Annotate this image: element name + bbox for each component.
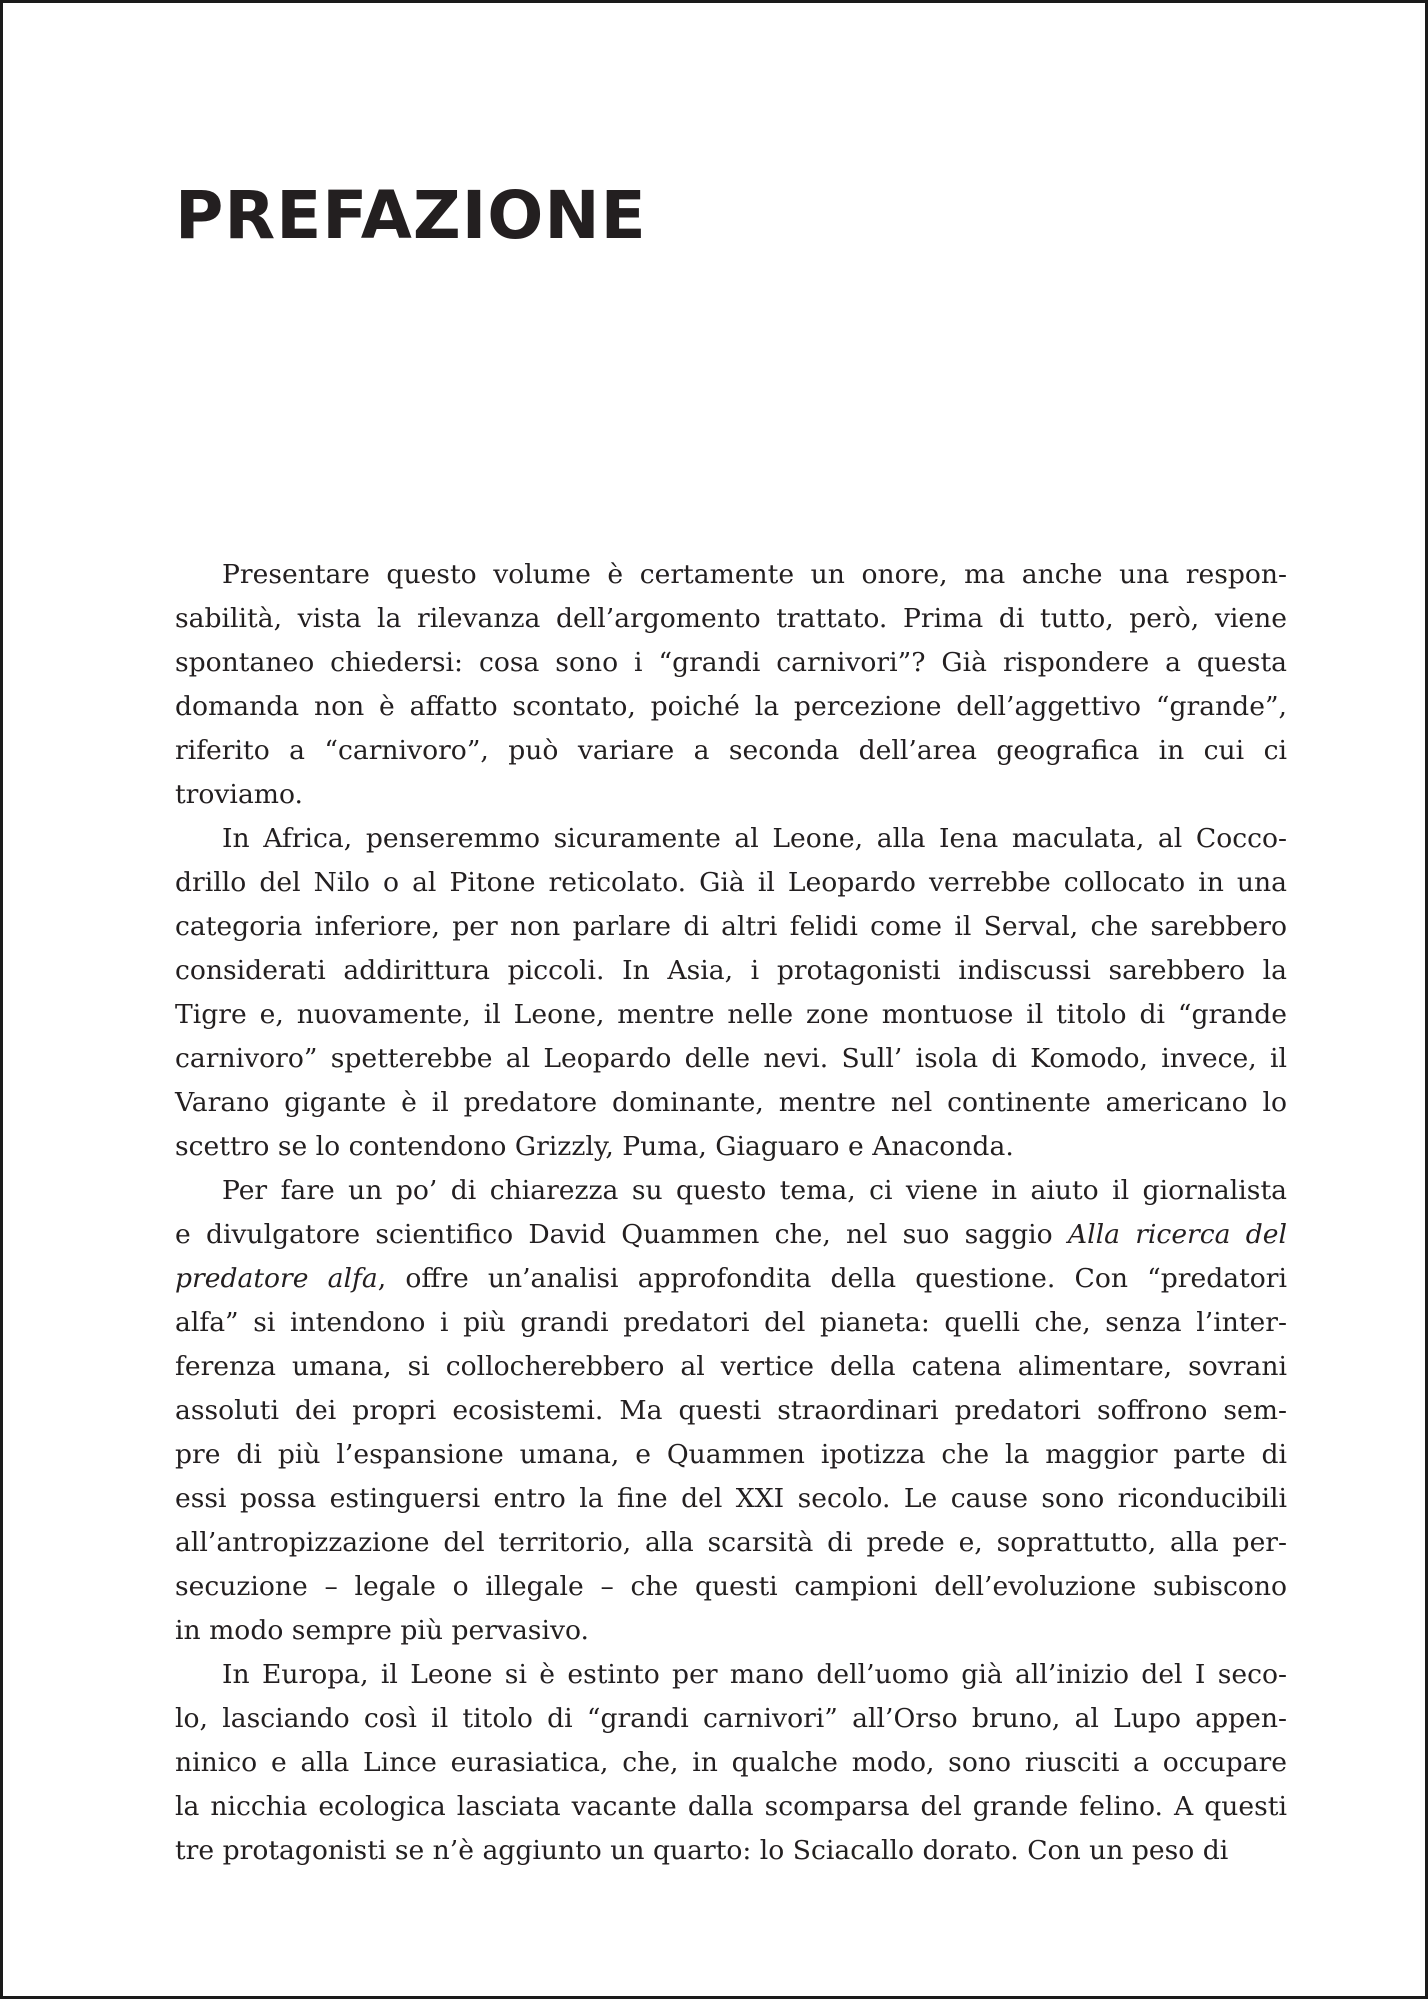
text-line: assoluti dei propri ecosistemi. Ma questi straordinari predatori soffrono sem-	[175, 1395, 1287, 1426]
text-line: scettro se lo contendono Grizzly, Puma, Giaguaro e Anaconda.	[175, 1131, 1014, 1162]
body-text	[175, 553, 1287, 1873]
text-line: sabilità, vista la rilevanza dell’argomento trattato. Prima di tutto, però, viene	[175, 603, 1287, 634]
text-line: pre di più l’espansione umana, e Quammen ipotizza che la maggior parte di	[175, 1439, 1287, 1470]
text-line: Varano gigante è il predatore dominante, mentre nel continente americano lo	[175, 1087, 1287, 1118]
text-line: secuzione – legale o illegale – che questi campioni dell’evoluzione subiscono	[175, 1571, 1287, 1602]
text-line: ninico e alla Lince eurasiatica, che, in qualche modo, sono riusciti a occupare	[175, 1747, 1287, 1778]
text-line: lo, lasciando così il titolo di “grandi carnivori” all’Orso bruno, al Lupo appen-	[175, 1703, 1287, 1734]
text-line: drillo del Nilo o al Pitone reticolato. Già il Leopardo verrebbe collocato in una	[175, 867, 1287, 898]
paragraph	[175, 817, 1287, 1169]
text-line: categoria inferiore, per non parlare di altri felidi come il Serval, che sarebbero	[175, 911, 1287, 942]
text-line: tre protagonisti se n’è aggiunto un quarto: lo Sciacallo dorato. Con un peso di	[175, 1835, 1229, 1866]
text-line: In Europa, il Leone si è estinto per mano dell’uomo già all’inizio del I seco-	[222, 1659, 1287, 1690]
text-line: la nicchia ecologica lasciata vacante dalla scomparsa del grande felino. A questi	[175, 1791, 1287, 1822]
text-line	[175, 1257, 1287, 1301]
text-line: Presentare questo volume è certamente un onore, ma anche una respon-	[222, 559, 1287, 590]
text-line: alfa” si intendono i più grandi predatori del pianeta: quelli che, senza l’inter-	[175, 1307, 1287, 1338]
paragraph	[175, 1169, 1287, 1653]
text-line: spontaneo chiedersi: cosa sono i “grandi carnivori”? Già rispondere a questa	[175, 647, 1287, 678]
text-fragment: e divulgatore scientifico David Quammen che, nel suo saggio	[175, 1219, 1068, 1250]
text-line: riferito a “carnivoro”, può variare a seconda dell’area geografica in cui ci	[175, 735, 1287, 766]
text-line: all’antropizzazione del territorio, alla scarsità di prede e, soprattutto, alla per-	[175, 1527, 1287, 1558]
text-line	[175, 1213, 1287, 1257]
italic-title: Alla ricerca del	[1067, 1219, 1288, 1250]
text-line: domanda non è affatto scontato, poiché la percezione dell’aggettivo “grande”,	[175, 691, 1287, 722]
paragraph	[175, 553, 1287, 817]
text-line: Per fare un po’ di chiarezza su questo tema, ci viene in aiuto il giornalista	[222, 1175, 1287, 1206]
text-line: troviamo.	[175, 779, 304, 810]
text-line: considerati addirittura piccoli. In Asia, i protagonisti indiscussi sarebbero la	[175, 955, 1287, 986]
text-fragment: , offre un’analisi approfondita della questione. Con “predatori	[377, 1263, 1288, 1294]
text-line: in modo sempre più pervasivo.	[175, 1615, 589, 1646]
text-line: In Africa, penseremmo sicuramente al Leone, alla Iena maculata, al Cocco-	[222, 823, 1287, 854]
chapter-title: PREFAZIONE	[175, 177, 647, 254]
text-line: carnivoro” spetterebbe al Leopardo delle nevi. Sull’ isola di Komodo, invece, il	[175, 1043, 1287, 1074]
text-line: Tigre e, nuovamente, il Leone, mentre nelle zone montuose il titolo di “grande	[175, 999, 1287, 1030]
paragraph	[175, 1653, 1287, 1873]
italic-title: predatore alfa	[175, 1263, 378, 1294]
text-line: essi possa estinguersi entro la fine del XXI secolo. Le cause sono riconducibili	[175, 1483, 1287, 1514]
text-line: ferenza umana, si collocherebbero al vertice della catena alimentare, sovrani	[175, 1351, 1287, 1382]
